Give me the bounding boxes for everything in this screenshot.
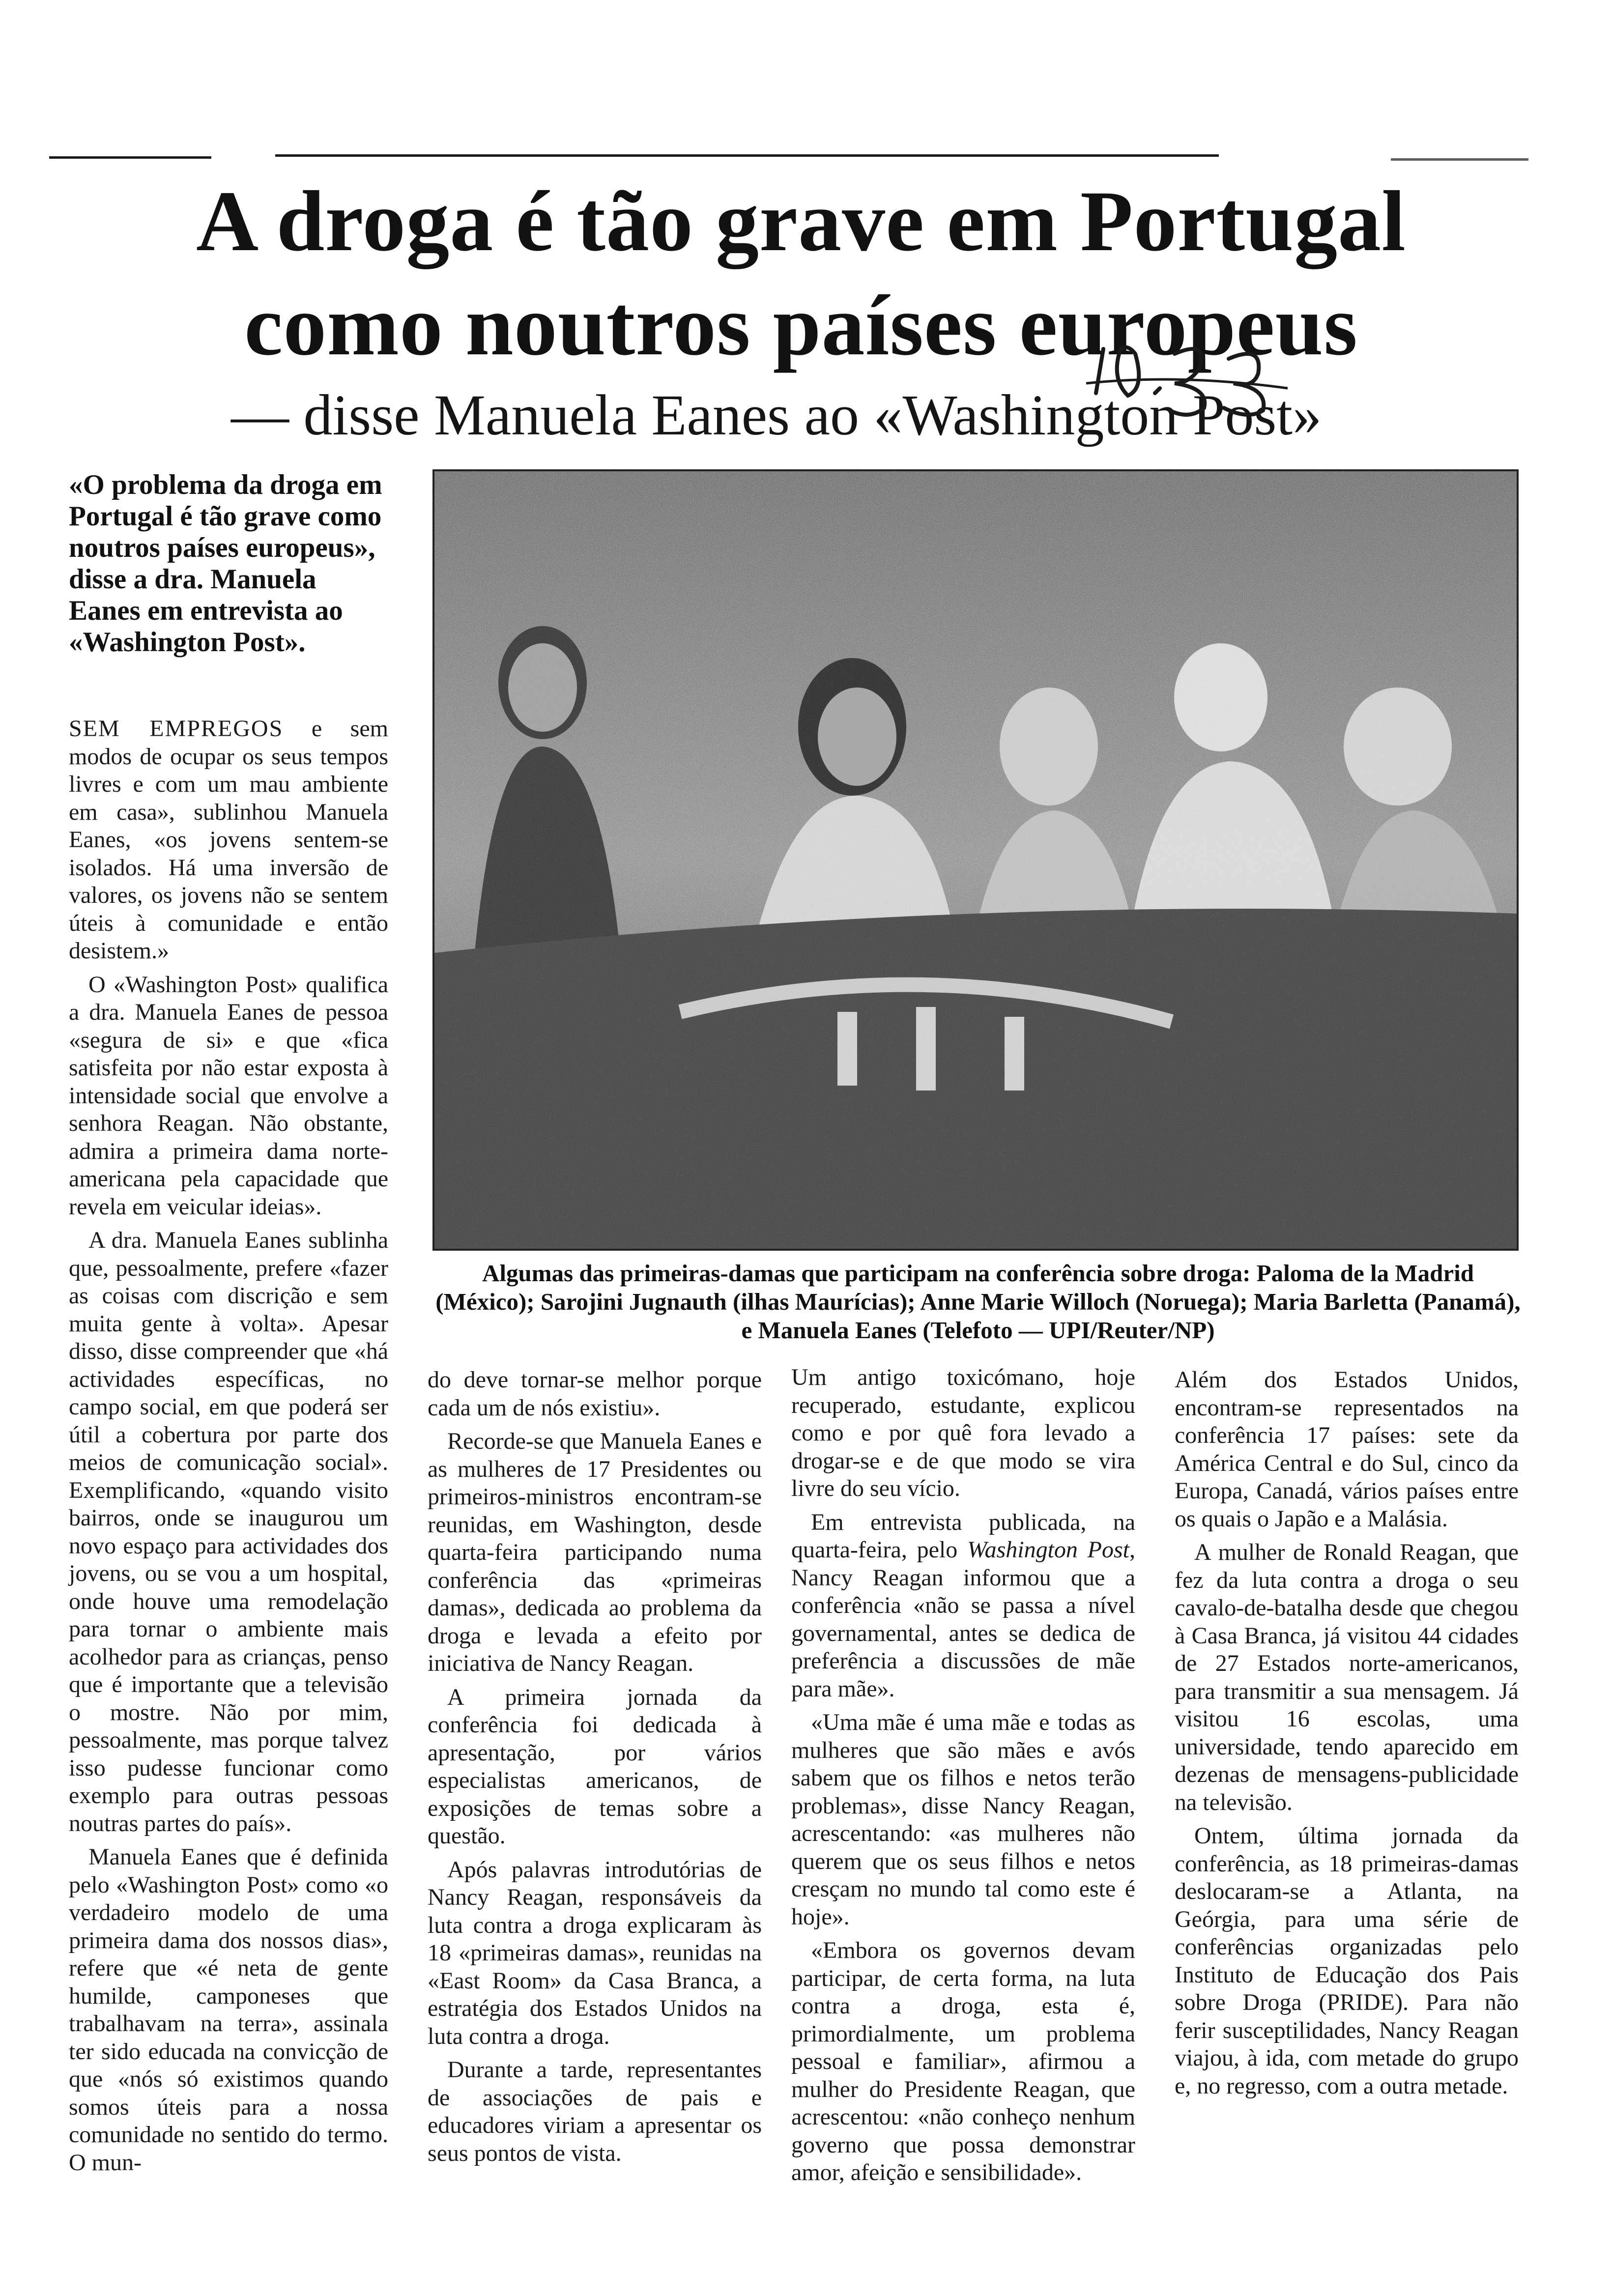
paragraph: Em entrevista publicada, na quarta-feira, pelo Washington Post, Nancy Reagan informou que a conferência «não se passa a nível governamental, antes se dedica de preferência a discussões de mãe para mãe». — [791, 1509, 1136, 1702]
top-rule-right — [1391, 158, 1528, 161]
photo-caption: Algumas das primeiras-damas que participam na conferência sobre droga: Paloma de la Madrid (México); Sarojini Jugnauth (ilhas Maurícias); Anne Marie Willoch (Noruega); Maria Barletta (Panamá), e Manuela Eanes (Telefoto — UPI/Reuter/NP) — [435, 1260, 1521, 1344]
handwritten-annotation — [1081, 315, 1396, 423]
news-photo — [432, 469, 1519, 1251]
paragraph: O «Washington Post» qualifica a dra. Manuela Eanes de pessoa «segura de si» e que «fica satisfeita por não estar exposta à intensidade social que envolve a senhora Reagan. Não obstante, admira a primeira dama norte-americana pela capacidade que revela em veicular ideias». — [69, 971, 388, 1220]
lead-paragraph: «O problema da droga em Portugal é tão grave como noutros países europeus», disse a dra. Manuela Eanes em entrevista ao «Washington Post». — [69, 469, 382, 658]
paragraph: Ontem, última jornada da conferência, as 18 primeiras-damas deslocaram-se a Atlanta, na Geórgia, para uma série de conferências organizadas pelo Instituto de Educação dos Pais sobre Droga (PRIDE). Para não ferir susceptilidades, Nancy Reagan viajou, à ida, com metade do grupo e, no regresso, com a outra metade. — [1175, 1823, 1519, 2099]
top-rule-main — [275, 154, 1219, 157]
paragraph: SEM EMPREGOS e sem modos de ocupar os seus tempos livres e com um mau ambiente em casa», sublinhou Manuela Eanes, «os jovens sentem-se isolados. Há uma inversão de valores, os jovens não se sentem úteis à comunidade e então desistem.» — [69, 716, 389, 964]
paragraph: Recorde-se que Manuela Eanes e as mulheres de 17 Presidentes ou primeiros-ministros encontram-se reunidas, em Washington, desde quarta-feira participando numa conferência das «primeiras damas», dedicada ao problema da droga e levada a efeito por iniciativa de Nancy Reagan. — [428, 1428, 762, 1676]
article-column-2 — [428, 1366, 762, 2173]
paragraph: A dra. Manuela Eanes sublinha que, pessoalmente, prefere «fazer as coisas com discrição e sem muita gente à volta». Apesar disso, disse compreender que «há actividades específicas, no campo social, em que poderá ser útil a cobertura por parte dos meios de comunicação social». Exemplificando, «quando visito bairros, onde se inaugurou um novo espaço para actividades dos jovens, ou se vou a um hospital, onde houve uma remodelação para tornar o ambiente mais acolhedor para as crianças, penso que é importante que a televisão o mostre. Não por mim, pessoalmente, mas porque talvez isso pudesse funcionar como exemplo para outras pessoas noutras partes do país». — [69, 1227, 388, 1837]
article-column-3 — [791, 1364, 1135, 2193]
paragraph: A primeira jornada da conferência foi dedicada à apresentação, por vários especialistas americanos, de exposições de temas sobre a questão. — [428, 1684, 762, 1849]
article-column-4 — [1175, 1366, 1519, 2106]
paragraph: Manuela Eanes que é definida pelo «Washington Post» como «o verdadeiro modelo de uma primeira dama dos nossos dias», refere que «é neta de gente humilde, camponeses que trabalhavam na terra», assinala ter sido educada na convicção de que «nós só existimos quando somos úteis para a nossa comunidade no sentido do termo. O mun- — [69, 1844, 388, 2176]
paragraph: A mulher de Ronald Reagan, que fez da luta contra a droga o seu cavalo-de-batalha desde que chegou à Casa Branca, já visitou 44 cidades de 27 Estados norte-americanos, para transmitir a sua mensagem. Já visitou 16 escolas, uma universidade, tendo aparecido em dezenas de mensagens-publicidade na televisão. — [1175, 1539, 1519, 1815]
paragraph: do deve tornar-se melhor porque cada um de nós existiu». — [428, 1367, 762, 1421]
top-rule-left — [49, 156, 211, 159]
paragraph: Durante a tarde, representantes de associações de pais e educadores viriam a apresentar os seus pontos de vista. — [428, 2057, 762, 2166]
paragraph: «Embora os governos devam participar, de certa forma, na luta contra a droga, esta é, primordialmente, um problema pessoal e familiar», afirmou a mulher do Presidente Reagan, que acrescentou: «não conheço nenhum governo que possa demonstrar amor, afeição e sensibilidade». — [791, 1937, 1135, 2185]
article-column-1 — [69, 715, 388, 2182]
paragraph: «Uma mãe é uma mãe e todas as mulheres que são mães e avós sabem que os filhos e netos terão problemas», disse Nancy Reagan, acrescentando: «as mulheres não querem que os seus filhos e netos cresçam no mundo tal como este é hoje». — [791, 1709, 1135, 1930]
paragraph: Além dos Estados Unidos, encontram-se representados na conferência 17 países: sete da América Central e do Sul, cinco da Europa, Canadá, vários países entre os quais o Japão e a Malásia. — [1175, 1367, 1519, 1532]
headline-line-2: como noutros países europeus — [244, 278, 1358, 373]
headline-line-1: A droga é tão grave em Portugal — [196, 173, 1406, 269]
subheadline: — disse Manuela Eanes ao «Washington Post» — [231, 383, 1322, 447]
paragraph: Após palavras introdutórias de Nancy Reagan, responsáveis da luta contra a droga explicaram às 18 «primeiras damas», reunidas na «East Room» da Casa Branca, a estratégia dos Estados Unidos na luta contra a droga. — [428, 1856, 762, 2049]
drop-lead: SEM EMPREGOS — [69, 716, 284, 742]
paragraph: Um antigo toxicómano, hoje recuperado, estudante, explicou como e por quê fora levado a drogar-se e de que modo se vira livre do seu vício. — [791, 1364, 1135, 1501]
photo-illustration — [434, 471, 1517, 1249]
